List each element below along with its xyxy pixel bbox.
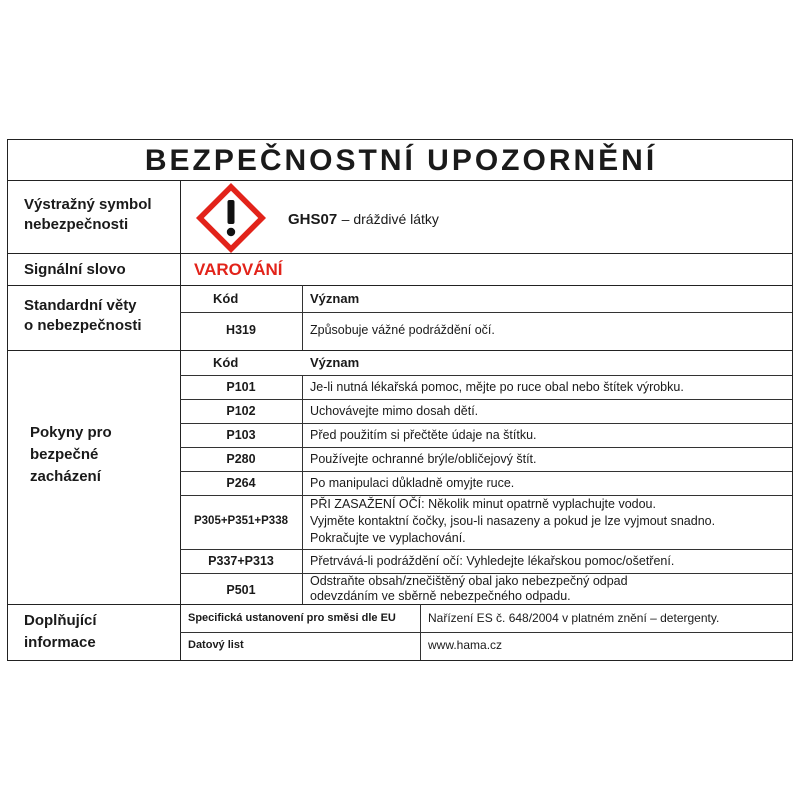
info-key: Datový list <box>188 639 244 651</box>
divider <box>180 495 792 496</box>
precaution-code: P337+P313 <box>208 554 274 568</box>
column-header-code: Kód <box>213 291 239 306</box>
precaution-code: P101 <box>226 380 256 394</box>
hazard-text: Způsobuje vážné podráždění očí. <box>310 323 495 337</box>
label-title: BEZPEČNOSTNÍ UPOZORNĚNÍ <box>144 144 658 177</box>
precaution-text: Odstraňte obsah/znečištěný obal jako nebezpečný odpad <box>310 574 628 588</box>
divider <box>180 632 792 633</box>
precautionary-label: bezpečné <box>30 446 99 463</box>
precautionary-label: Pokyny pro <box>30 424 112 441</box>
divider <box>8 180 792 181</box>
precaution-code: P501 <box>226 583 256 597</box>
ghs-description: – dráždivé látky <box>341 211 439 227</box>
column-header-code: Kód <box>213 355 239 370</box>
additional-info-label: informace <box>24 634 96 651</box>
precaution-code: P305+P351+P338 <box>193 515 288 527</box>
exclamation-diamond-icon <box>195 182 267 254</box>
info-key: Specifická ustanovení pro směsi dle EU <box>188 612 396 624</box>
precaution-text: Je-li nutná lékařská pomoc, mějte po ruce obal nebo štítek výrobku. <box>310 380 684 394</box>
precaution-text: Přetrvává-li podráždění očí: Vyhledejte lékařskou pomoc/ošetření. <box>310 554 675 568</box>
precaution-code: P103 <box>226 428 256 442</box>
precaution-text: Uchovávejte mimo dosah dětí. <box>310 404 479 418</box>
ghs-code: GHS07 <box>288 211 338 228</box>
column-header-meaning: Význam <box>310 355 360 370</box>
divider <box>302 285 303 350</box>
precaution-code: P102 <box>226 404 256 418</box>
hazard-symbol-label: nebezpečnosti <box>24 216 129 233</box>
precaution-text: odevzdáním ve sběrně nebezpečného odpadu. <box>310 589 571 603</box>
divider <box>8 350 792 351</box>
divider <box>180 471 792 472</box>
divider <box>180 447 792 448</box>
precaution-text: Vyjměte kontaktní čočky, jsou-li nasazeny a pokud je lze vyjmout snadno. <box>310 514 716 528</box>
signal-word-value: VAROVÁNÍ <box>194 260 283 279</box>
info-value: Nařízení ES č. 648/2004 v platném znění – detergenty. <box>428 611 720 625</box>
additional-info-label: Doplňující <box>24 612 97 629</box>
precaution-text: PŘI ZASAŽENÍ OČÍ: Několik minut opatrně vyplachujte vodou. <box>310 497 656 511</box>
divider <box>420 604 421 660</box>
divider <box>180 312 792 313</box>
precaution-text: Používejte ochranné brýle/obličejový štít. <box>310 452 537 466</box>
divider <box>302 375 303 604</box>
hazard-statements-label: Standardní věty <box>24 297 137 314</box>
signal-word-label: Signální slovo <box>24 261 126 278</box>
precautionary-label: zacházení <box>30 468 101 485</box>
divider <box>180 423 792 424</box>
divider <box>8 285 792 286</box>
precaution-code: P280 <box>226 452 256 466</box>
column-header-meaning: Význam <box>310 291 360 306</box>
divider <box>8 253 792 254</box>
safety-label <box>7 139 793 661</box>
divider <box>180 399 792 400</box>
precaution-code: P264 <box>226 476 256 490</box>
precaution-text: Pokračujte ve vyplachování. <box>310 531 466 545</box>
divider <box>180 549 792 550</box>
hazard-code: H319 <box>226 323 256 337</box>
info-value: www.hama.cz <box>428 638 503 652</box>
hazard-statements-label: o nebezpečnosti <box>24 317 142 334</box>
precaution-text: Před použitím si přečtěte údaje na štítku. <box>310 428 537 442</box>
precaution-text: Po manipulaci důkladně omyjte ruce. <box>310 476 515 490</box>
hazard-symbol-label: Výstražný symbol <box>24 196 152 213</box>
ghs-code-text <box>288 210 439 230</box>
divider <box>180 375 792 376</box>
